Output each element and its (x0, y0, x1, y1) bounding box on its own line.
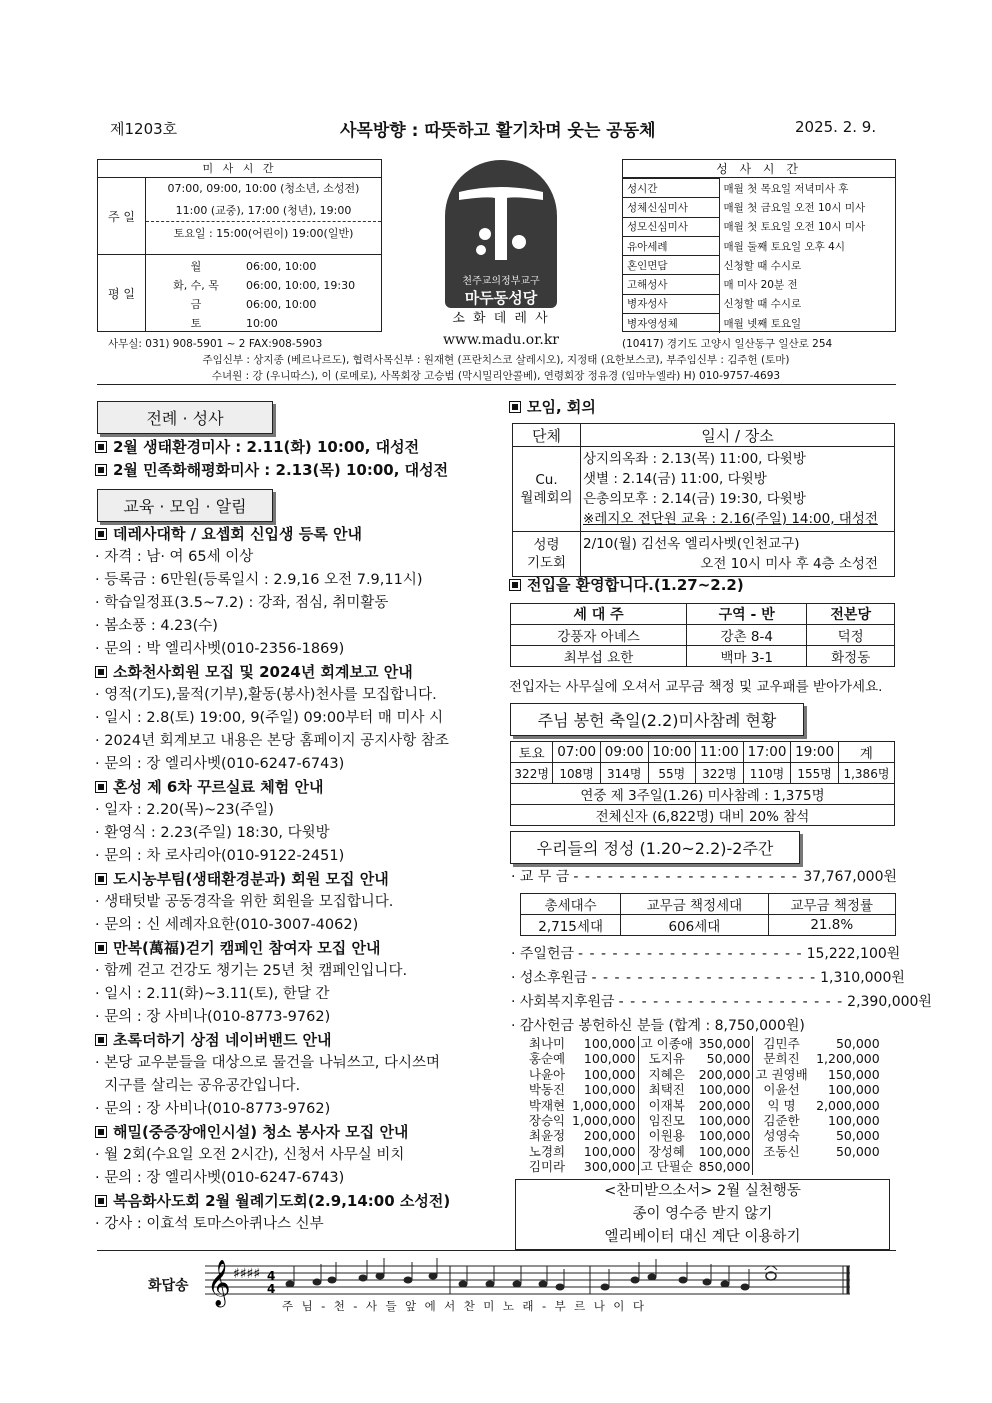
attendance-header: 11:00 (696, 742, 744, 763)
sacrament-time: 매월 둘째 토요일 오후 4시 (723, 240, 845, 253)
education-item-line: · 등록금 : 6만원(등록일시 : 2.9,16 오전 7.9,11시) (95, 572, 423, 588)
attendance-value: 322명 (696, 763, 744, 784)
education-item-heading: 초록더하기 상점 네이버밴드 안내 (95, 1029, 505, 1052)
clergy-line: 주임신부 : 상지종 (베르나르도), 협력사목신부 : 원재현 (프란치스코 살레시오), 지정태 (요한보스코), 부주임신부 : 김주헌 (토마) (202, 354, 790, 366)
meeting-group-name: Cu. 월례회의 (513, 447, 581, 532)
education-item-line: · 함께 걷고 건강도 챙기는 25년 첫 캠페인입니다. (95, 963, 408, 979)
weekday-times: 06:00, 10:00, 19:30 (246, 279, 356, 292)
donor-amount: 100,000 (570, 1067, 638, 1082)
attendance-line1: 연중 제 3주일(1.26) 미사참례 : 1,375명 (511, 784, 895, 805)
mass-times-title: 미 사 시 간 (98, 160, 381, 178)
newcomers-col: 세 대 주 (511, 604, 687, 625)
education-item-line: · 2024년 회계보고 내용은 본당 홈페이지 공지사항 참조 (95, 733, 449, 749)
music-note (648, 1274, 657, 1281)
donor-amount: 100,000 (695, 1113, 753, 1128)
donor-name: 임진모 (648, 1113, 685, 1129)
donor-name: 최택진 (648, 1082, 685, 1098)
newcomer-cell: 백마 3-1 (687, 646, 807, 667)
education-item-line: · 일시 : 2.8(토) 19:00, 9(주일) 09:00부터 매 미사 시 (95, 710, 444, 726)
newcomers-col: 전본당 (807, 604, 895, 625)
education-item-line: · 문의 : 장 엘리사벳(010-6247-6743) (95, 756, 345, 772)
education-item-line: · 문의 : 장 사비나(010-8773-9762) (95, 1009, 331, 1025)
education-item-heading: 소화천사회원 모집 및 2024년 회계보고 안내 (95, 661, 505, 684)
checkbox-icon (95, 464, 107, 476)
donor-name: 익 명 (767, 1097, 796, 1113)
sacrament-name: 병자성사 (623, 294, 719, 313)
donor-amount: 100,000 (827, 1113, 880, 1129)
donor-amount: 2,000,000 (816, 1097, 880, 1113)
attendance-header: 10:00 (648, 742, 696, 763)
website-link[interactable]: www.madu.or.kr (443, 332, 559, 348)
staff-line: 수녀원 : 강 (우니따스), 이 (로메로), 사목회장 고승범 (막시밀리안콜베), 연령회장 정유경 (임마누엘라) H) 010-9757-4693 (211, 370, 781, 382)
donor-name: 최윤정 (528, 1128, 566, 1144)
donor-amount: 100,000 (695, 1082, 753, 1097)
dues-table (520, 893, 896, 936)
dues-row: · 교 무 금 - - - - - - - - - - - - - - - - - - - - 37,767,000원 (511, 869, 897, 885)
education-item-line: · 문의 : 박 엘리사벳(010-2356-1869) (95, 641, 345, 657)
sacrament-time: 신청할 때 수시로 (723, 298, 802, 311)
issue-number: 제1203호 (110, 120, 178, 138)
saturday-line: 토요일 : 15:00(어린이) 19:00(일반) (173, 227, 354, 240)
education-item-heading: 복음화사도회 2월 월례기도회(2.9,14:00 소성전) (95, 1190, 505, 1213)
sacraments-box (622, 159, 896, 332)
meetings-table (512, 423, 895, 577)
logo-diocese: 천주교의정부교구 (462, 276, 540, 287)
sacraments-title: 성 사 시 간 (623, 160, 895, 178)
liturgy-item: 2월 생태환경미사 : 2.11(화) 10:00, 대성전 (95, 436, 495, 459)
song-label: 화답송 (148, 1278, 189, 1294)
donor-amount: 50,000 (695, 1051, 753, 1066)
donor-name: 박동진 (528, 1082, 566, 1098)
donor-name: 최나미 (528, 1036, 566, 1051)
education-section-title: 교육 · 모임 · 알림 (97, 489, 273, 522)
education-item-heading: 데레사대학 / 요셉회 신입생 등록 안내 (95, 523, 505, 546)
dues-value: 21.8% (768, 915, 895, 936)
education-item-line: · 본당 교우분들을 대상으로 물건을 나눠쓰고, 다시쓰며 (95, 1055, 441, 1071)
newcomer-cell: 강풍자 아녜스 (511, 625, 687, 646)
music-note (631, 1277, 640, 1284)
donor-name: 도지유 (648, 1051, 685, 1067)
donor-name: 장승익 (528, 1113, 566, 1129)
sacraments-table (623, 178, 895, 333)
sacrament-name: 성모신심미사 (623, 217, 719, 236)
meeting-group-name: 성령 기도회 (513, 532, 581, 577)
donor-amount: 850,000 (695, 1159, 753, 1174)
attendance-header: 07:00 (553, 742, 601, 763)
education-list (95, 523, 505, 1236)
donor-name (753, 1159, 810, 1174)
weekday-day: 월 (190, 260, 202, 273)
newcomer-cell: 강촌 8-4 (687, 625, 807, 646)
education-item-line: · 월 2회(수요일 오전 2시간), 신청서 사무실 비치 (95, 1147, 405, 1163)
office-contact: 사무실: 031) 908-5901 ~ 2 FAX:908-5903 (108, 338, 323, 350)
newcomer-cell: 화정동 (807, 646, 895, 667)
attendance-title: 주님 봉헌 축일(2.2)미사참례 현황 (510, 703, 804, 736)
music-note (679, 1277, 688, 1284)
attendance-value: 322명 (511, 763, 553, 784)
music-note (313, 1279, 322, 1286)
checkbox-icon (95, 781, 107, 793)
weekday-day: 화, 수, 목 (173, 279, 219, 292)
attendance-header: 토요 (511, 742, 553, 763)
music-note (328, 1277, 337, 1284)
sunday-line2: 11:00 (교중), 17:00 (청년), 19:00 (146, 200, 381, 222)
donors-table (524, 1036, 882, 1175)
donor-amount: 100,000 (570, 1144, 638, 1159)
checkbox-icon (95, 942, 107, 954)
attendance-header: 17:00 (743, 742, 791, 763)
weekday-times: 06:00, 10:00 (246, 260, 317, 273)
newcomers-table (510, 603, 895, 667)
donor-amount: 350,000 (695, 1036, 753, 1051)
attendance-table (510, 741, 895, 826)
checkbox-icon (95, 1034, 107, 1046)
issue-date: 2025. 2. 9. (795, 118, 877, 136)
music-note (429, 1273, 438, 1280)
donor-name: 이원용 (648, 1128, 685, 1144)
attendance-header: 09:00 (600, 742, 648, 763)
donor-name: 박재현 (528, 1097, 566, 1113)
svg-text:4: 4 (267, 1282, 276, 1296)
svg-text:4: 4 (267, 1269, 276, 1283)
education-item-line: · 문의 : 장 사비나(010-8773-9762) (95, 1101, 331, 1117)
dues-value: 606세대 (621, 915, 768, 936)
song-lyrics: 주 님 - 천 - 사 들 앞 에 서 찬 미 노 래 - 부 르 나 이 다 (282, 1299, 647, 1313)
education-item-line: · 문의 : 차 로사리아(010-9122-2451) (95, 848, 345, 864)
donor-amount: 50,000 (835, 1036, 880, 1051)
church-logo (445, 160, 557, 308)
sacrament-time: 매월 넷째 토요일 (723, 317, 802, 330)
donor-name: 고 권영배 (755, 1066, 808, 1082)
checkbox-icon (95, 873, 107, 885)
sacrament-name: 병자영성체 (623, 314, 719, 333)
attendance-header: 19:00 (791, 742, 839, 763)
education-item-heading: 혼성 제 6차 꾸르실료 체험 안내 (95, 776, 505, 799)
donor-amount: 100,000 (827, 1082, 880, 1098)
thanks-title: · 감사헌금 봉헌하신 분들 (합계 : 8,750,000원) (511, 1018, 805, 1034)
checkbox-icon (95, 441, 107, 453)
newcomer-cell: 덕정 (807, 625, 895, 646)
practice-box (515, 1179, 890, 1250)
meeting-line: ※레지오 전단원 교육 : 2.16(주일) 14:00, 대성전 (583, 511, 878, 527)
attendance-value: 155명 (791, 763, 839, 784)
education-item-line: 지구를 살리는 공유공간입니다. (95, 1078, 301, 1094)
donor-name: 조동신 (763, 1143, 800, 1159)
weekday-day: 금 (190, 298, 202, 311)
donor-name: 장성혜 (648, 1143, 685, 1159)
education-item-line: · 강사 : 이효석 토마스아퀴나스 신부 (95, 1216, 324, 1232)
attendance-header: 계 (838, 742, 894, 763)
music-note (601, 1284, 610, 1291)
logo-subtitle: 소 화 데 레 사 (452, 311, 550, 326)
checkbox-icon (95, 528, 107, 540)
education-item-heading: 도시농부팀(생태환경분과) 회원 모집 안내 (95, 868, 505, 891)
donor-name: 고 단필순 (640, 1159, 693, 1175)
newcomer-cell: 최부섭 요한 (511, 646, 687, 667)
donor-name: 이재복 (648, 1097, 685, 1113)
checkbox-icon (95, 1126, 107, 1138)
donor-name: 나윤아 (528, 1066, 566, 1082)
meeting-line: 오전 10시 미사 후 4층 소성전 (700, 556, 878, 572)
attendance-value: 55명 (648, 763, 696, 784)
meeting-line: 2/10(월) 김선옥 엘리사벳(인천교구) (583, 536, 800, 552)
donor-amount: 150,000 (827, 1066, 880, 1082)
education-item-line: · 영적(기도),물적(기부),활동(봉사)천사를 모집합니다. (95, 687, 437, 703)
weekday-times: 06:00, 10:00 (246, 298, 317, 311)
meeting-line: 샛별 : 2.14(금) 11:00, 다윗방 (583, 471, 767, 487)
donor-amount: 50,000 (835, 1128, 880, 1144)
sacrament-name: 성시간 (623, 179, 719, 198)
music-note (556, 1284, 565, 1291)
motto: 사목방향 : 따뜻하고 활기차며 웃는 공동체 (340, 121, 656, 141)
donor-amount: 100,000 (570, 1082, 638, 1097)
newcomers-col: 구역 - 반 (687, 604, 807, 625)
sacrament-name: 혼인면담 (623, 256, 719, 275)
donor-amount (810, 1159, 882, 1174)
checkbox-icon (509, 579, 521, 591)
education-item-line: · 문의 : 신 세례자요한(010-3007-4062) (95, 917, 359, 933)
donor-name: 김미라 (528, 1159, 566, 1175)
music-note (286, 1281, 295, 1288)
sacrament-time: 매월 첫 금요일 오전 10시 미사 (723, 201, 866, 214)
donor-name: 김준한 (763, 1113, 800, 1129)
donor-amount: 1,000,000 (570, 1113, 638, 1128)
donor-amount: 50,000 (835, 1143, 880, 1159)
newcomers-heading: 전입을 환영합니다.(1.27~2.2) (509, 574, 744, 597)
checkbox-icon (95, 1195, 107, 1207)
practice-line: 종이 영수증 받지 않기 (632, 1206, 773, 1222)
cross-icon (445, 160, 557, 270)
music-note (703, 1279, 712, 1286)
donor-amount: 100,000 (695, 1144, 753, 1159)
music-note (741, 1284, 750, 1291)
offering-list (511, 942, 932, 1038)
offering-row: · 사회복지후원금 - - - - - - - - - - - - - - - - - - - - 2,390,000원 (511, 994, 932, 1010)
sacrament-time: 신청할 때 수시로 (723, 259, 802, 272)
office-address: (10417) 경기도 고양시 일산동구 일산로 254 (622, 338, 833, 350)
offering-row: · 주일헌금 - - - - - - - - - - - - - - - - - - - - 15,222,100원 (511, 946, 901, 962)
donor-amount: 100,000 (695, 1128, 753, 1143)
practice-title: <찬미받으소서> 2월 실천행동 (604, 1183, 801, 1199)
donor-amount: 300,000 (570, 1159, 638, 1174)
divider (97, 1250, 896, 1251)
newcomers-note: 전입자는 사무실에 오셔서 교무금 책정 및 교우패를 받아가세요. (509, 679, 883, 695)
dues-header: 교무금 책정세대 (621, 894, 768, 915)
donor-amount: 1,000,000 (570, 1098, 638, 1113)
checkbox-icon (95, 666, 107, 678)
weekday-times: 10:00 (246, 317, 278, 330)
donor-name: 김민주 (763, 1036, 800, 1051)
donor-name: 홍순예 (528, 1051, 566, 1067)
attendance-value: 314명 (600, 763, 648, 784)
education-item-heading: 만복(萬福)걷기 캠페인 참여자 모집 안내 (95, 937, 505, 960)
education-item-line: · 학습일정표(3.5~7.2) : 강좌, 점심, 취미활동 (95, 595, 389, 611)
music-note (539, 1281, 548, 1288)
donor-name: 노경희 (528, 1143, 566, 1159)
weekday-day: 토 (190, 317, 202, 330)
liturgy-item: 2월 민족화해평화미사 : 2.13(목) 10:00, 대성전 (95, 459, 495, 482)
svg-text:♯♯♯♯: ♯♯♯♯ (233, 1266, 261, 1282)
liturgy-list (95, 436, 495, 482)
education-item-line: · 자격 : 남· 여 65세 이상 (95, 549, 254, 565)
donor-amount: 100,000 (570, 1051, 638, 1066)
divider (97, 384, 896, 385)
education-item-line: · 생태텃밭 공동경작을 위한 회원을 모집합니다. (95, 894, 394, 910)
meeting-line: 상지의옥좌 : 2.13(목) 11:00, 다윗방 (583, 451, 806, 467)
sacrament-name: 유아세례 (623, 236, 719, 255)
attendance-value: 110명 (743, 763, 791, 784)
meetings-col-group: 단체 (513, 424, 581, 447)
music-note (376, 1273, 385, 1280)
donor-name: 이윤선 (763, 1082, 800, 1098)
attendance-value: 108명 (553, 763, 601, 784)
donor-name: 지혜은 (648, 1066, 685, 1082)
education-item-line: · 환영식 : 2.23(주일) 18:30, 다윗방 (95, 825, 330, 841)
mass-times-box (97, 159, 382, 332)
offering-row: · 성소후원금 - - - - - - - - - - - - - - - - - - - - 1,310,000원 (511, 970, 905, 986)
donor-name: 문희진 (763, 1051, 800, 1067)
attendance-value: 1,386명 (838, 763, 894, 784)
meetings-col-time: 일시 / 장소 (581, 424, 895, 447)
svg-text:𝄞: 𝄞 (207, 1260, 231, 1306)
donor-amount: 200,000 (695, 1067, 753, 1082)
meeting-line: 은총의모후 : 2.14(금) 19:30, 다윗방 (583, 491, 806, 507)
education-item-line: · 문의 : 장 엘리사벳(010-6247-6743) (95, 1170, 345, 1186)
education-item-line: · 일자 : 2.20(목)~23(주일) (95, 802, 274, 818)
music-note (486, 1281, 495, 1288)
dues-header: 총세대수 (521, 894, 621, 915)
donor-amount: 200,000 (695, 1098, 753, 1113)
donor-name: 성영숙 (763, 1128, 800, 1144)
weekday-label: 평 일 (98, 255, 146, 331)
sacrament-time: 매월 첫 토요일 오전 10시 미사 (723, 221, 866, 234)
dues-header: 교무금 책정률 (768, 894, 895, 915)
sunday-line1: 07:00, 09:00, 10:00 (청소년, 소성전) (167, 182, 360, 195)
sacrament-name: 고해성사 (623, 275, 719, 294)
donor-amount: 100,000 (570, 1036, 638, 1051)
liturgy-section-title: 전례 · 성사 (97, 401, 273, 434)
checkbox-icon (509, 401, 521, 413)
sacrament-name: 성체신심미사 (623, 198, 719, 217)
meetings-heading: 모임, 회의 (509, 396, 596, 419)
education-item-heading: 해밀(중증장애인시설) 청소 봉사자 모집 안내 (95, 1121, 505, 1144)
donor-amount: 1,200,000 (816, 1051, 880, 1067)
donor-amount: 200,000 (570, 1128, 638, 1143)
music-note (721, 1281, 730, 1288)
music-note (513, 1281, 522, 1288)
dues-value: 2,715세대 (521, 915, 621, 936)
education-item-line: · 봄소풍 : 4.23(수) (95, 618, 218, 634)
music-note (359, 1275, 368, 1282)
donor-name: 고 이종애 (640, 1036, 693, 1051)
sacrament-time: 매월 첫 목요일 저녁미사 후 (723, 182, 849, 195)
music-note (459, 1281, 468, 1288)
sunday-label: 주 일 (98, 178, 146, 254)
education-item-line: · 일시 : 2.11(화)~3.11(토), 한달 간 (95, 986, 330, 1002)
practice-line: 엘리베이터 대신 계단 이용하기 (604, 1229, 801, 1245)
logo-church: 마두동성당 (464, 289, 538, 307)
offering-title: 우리들의 정성 (1.20~2.2)-2주간 (510, 831, 800, 864)
attendance-line2: 전체신자 (6,822명) 대비 20% 참석 (511, 805, 895, 826)
sacrament-time: 매 미사 20분 전 (723, 279, 798, 292)
music-note (404, 1277, 413, 1284)
